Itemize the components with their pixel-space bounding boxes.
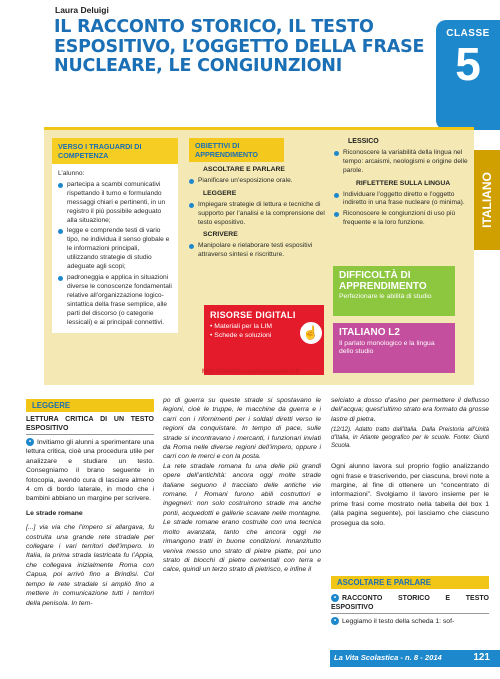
article-paragraph [26,438,154,504]
article-quote: selciato a dosso d’asino per permettere il deflusso dell’acqua; quest’ultimo strato era formato da grosse lastre di pietra. [331,397,489,423]
obiettivi-column [189,138,329,260]
article-section-title [331,594,489,614]
traguardi-intro: L’alunno: [58,170,85,177]
subject-tab [474,150,500,250]
traguardi-list [58,181,172,328]
article-paragraph [331,617,489,626]
list-item: • Schede e soluzioni [210,331,324,340]
article-text: RACCONTO STORICO E TESTO ESPOSITIVO [331,595,489,611]
article-quote: [...] via via che l’impero si allargava, fu costruita una grande rete stradale per collegare i vari territori dell’impero. In Italia, la prima strada lastricata fu l’Appia, che collegava inizialmente Roma con Capua, poi arrivò fino a Brindisi. Col tempo le rete stradale si ampliò fino a mettere in comunicazione tutti i territori della penisola. In tem- [26,524,154,607]
class-number: 5 [455,38,481,90]
riflettere-list [334,191,469,229]
list-item: Individuare l’oggetto diretto e l’oggetto indiretto in una frase nucleare (o minima). [334,191,469,209]
page-title [54,18,434,77]
footer-brand: La Vita Scolastica - n. 8 - 2014 [334,653,442,662]
article-column-1 [26,415,154,608]
bullet-icon: • [26,438,34,446]
bullet-icon: • [331,594,339,602]
class-label: CLASSE [446,28,490,39]
riflettere-title: RIFLETTERE SULLA LINGUA [356,179,451,187]
title-line-3: NUCLEARE, LE CONGIUNZIONI [54,56,343,76]
author: Laura Deluigi [55,5,109,15]
leggere-label: LEGGERE [26,399,154,412]
article-paragraph: Ogni alunno lavora sul proprio foglio analizzando ogni frase e trascrivendo, per ciascuna, brevi note a margine, al fine di ottenere un “concentrato di informazioni”. Svolgiamo il lavoro insieme per le prime frasi come mostrato nella tabella del box 1 (alla pagina seguente), poi lasciamo che ciascuno prosegua da solo. [331,463,489,527]
l2-box [333,323,455,373]
difficolta-box [333,266,455,316]
obiettivi-heading: OBIETTIVI DI APPRENDIMENTO [189,138,284,162]
obiettivi-section-title: LEGGERE [203,189,237,197]
list-item: Pianificare un’esposizione orale. [189,177,329,186]
article-text: Leggiamo il testo della scheda 1: sof- [342,618,455,625]
obiettivi-section-title: SCRIVERE [203,231,238,239]
article-quote: La rete stradale romana fu una delle più grandi opere dell’antichità: ancora oggi molte strade italiane seguono il tracciato delle antiche vie romane. I Romani furono abili costruttori e ingegneri: non solo costruirono strade ma anche ponti, acquedotti e gallerie scavate nelle montagne. Le strade romane erano costruite con una tecnica molto avanzata, tanto che ancora oggi ne rimangono tratti in buone condizioni. Innanzitutto veniva messo uno strato di pietre piatte, poi uno strato di blocchi di pietre cementati con terra e calce, quindi un terzo strato di pietrisco, e infine il [163,462,321,574]
article-column-2 [163,396,321,575]
risorse-title: RISORSE DIGITALI [210,310,296,320]
article-section-title: LETTURA CRITICA DI UN TESTO ESPOSITIVO [26,415,154,435]
class-tab [436,20,500,130]
lessico-column [334,138,469,228]
article-citation: (12/12). Adatto tratto dall’Italia. Dalla Preistoria all’Unità d’Italia, in Atlante geografico per le scuole. Fonte: Giunti Scuola. [331,427,489,450]
list-item: Impiegare strategie di lettura e tecniche di supporto per l’analisi e la comprensione del testo espositivo. [189,201,329,228]
list-item: Riconoscere la variabilità della lingua nel tempo: arcaismi, neologismi e origine delle parole. [334,149,469,176]
difficolta-subtitle: Perfezionare le abilità di studio [339,293,432,300]
article-column-3b [331,594,489,626]
title-line-1: IL RACCONTO STORICO, IL TESTO [54,17,374,37]
article-subtitle: Le strade romane [26,509,83,517]
list-item: padroneggia e applica in situazioni diverse le conoscenze fondamentali relative all’organizzazione logico-sintattica della frase semplice, alle parti del discorso (o categorie lessicali) e ai principali connettivi. [58,274,172,327]
risorse-url-link[interactable]: http://didattica.lavitascolastica.it [202,368,300,375]
list-item: legge e comprende testi di vario tipo, ne individua il senso globale e le informazioni principali, utilizzando strategie di studio adeguate agli scopi; [58,227,172,272]
obiettivi-list [189,201,329,228]
l2-title: ITALIANO L2 [339,327,400,338]
lessico-list [334,149,469,176]
article-quote: po di guerra su queste strade si spostavano le legioni, cioè le truppe, le macchine da guerra e i carri con i rifornimenti per i soldati diretti verso le regioni da conquistare. In tempo di pace, sulle strade si incontravano i mercanti, i funzionari inviati da Roma nelle diverse regioni dell’impero, oppure i carri con le merci e con la posta. [163,397,321,461]
article-text: Invitiamo gli alunni a sperimentare una lettura critica, cioè una procedura utile per analizzare e studiare un testo. Consegniamo il brano seguente in fotocopia, avendo cura di lasciare almeno 4 cm di bordo laterale, in modo che i bambini abbiano un margine per scrivere. [26,439,154,503]
pointing-hand-icon: ☝ [298,320,324,346]
difficolta-title: DIFFICOLTÀ DI APPRENDIMENTO [339,270,427,292]
traguardi-column [52,138,178,333]
list-item: partecipa a scambi comunicativi rispettando il turno e formulando messaggi chiari e pertinenti, in un registro il più possibile adeguato alla situazione; [58,181,172,226]
ascoltare-label: ASCOLTARE E PARLARE [331,576,489,589]
list-item: Riconoscere le congiunzioni di uso più frequente e la loro funzione. [334,210,469,228]
traguardi-box [52,164,178,333]
list-item: Manipolare e rielaborare testi espositivi attraverso sintesi e riscritture. [189,242,329,260]
footer-bar [330,650,500,667]
subject-label: ITALIANO [480,172,494,228]
traguardi-heading: VERSO I TRAGUARDI DI COMPETENZA [52,138,178,164]
title-line-2: ESPOSITIVO, L’OGGETTO DELLA FRASE [54,36,425,57]
obiettivi-section-title: ASCOLTARE E PARLARE [203,166,285,173]
obiettivi-list [189,177,329,186]
list-item: • Materiali per la LIM [210,322,324,331]
obiettivi-list [189,242,329,260]
number-badge-icon: • [331,617,339,625]
article-column-3 [331,396,489,528]
page-number: 121 [473,652,490,663]
objectives-panel [44,127,474,385]
l2-subtitle: Il parlato monologico e la lingua dello studio [339,340,435,355]
lessico-title: LESSICO [348,138,379,145]
